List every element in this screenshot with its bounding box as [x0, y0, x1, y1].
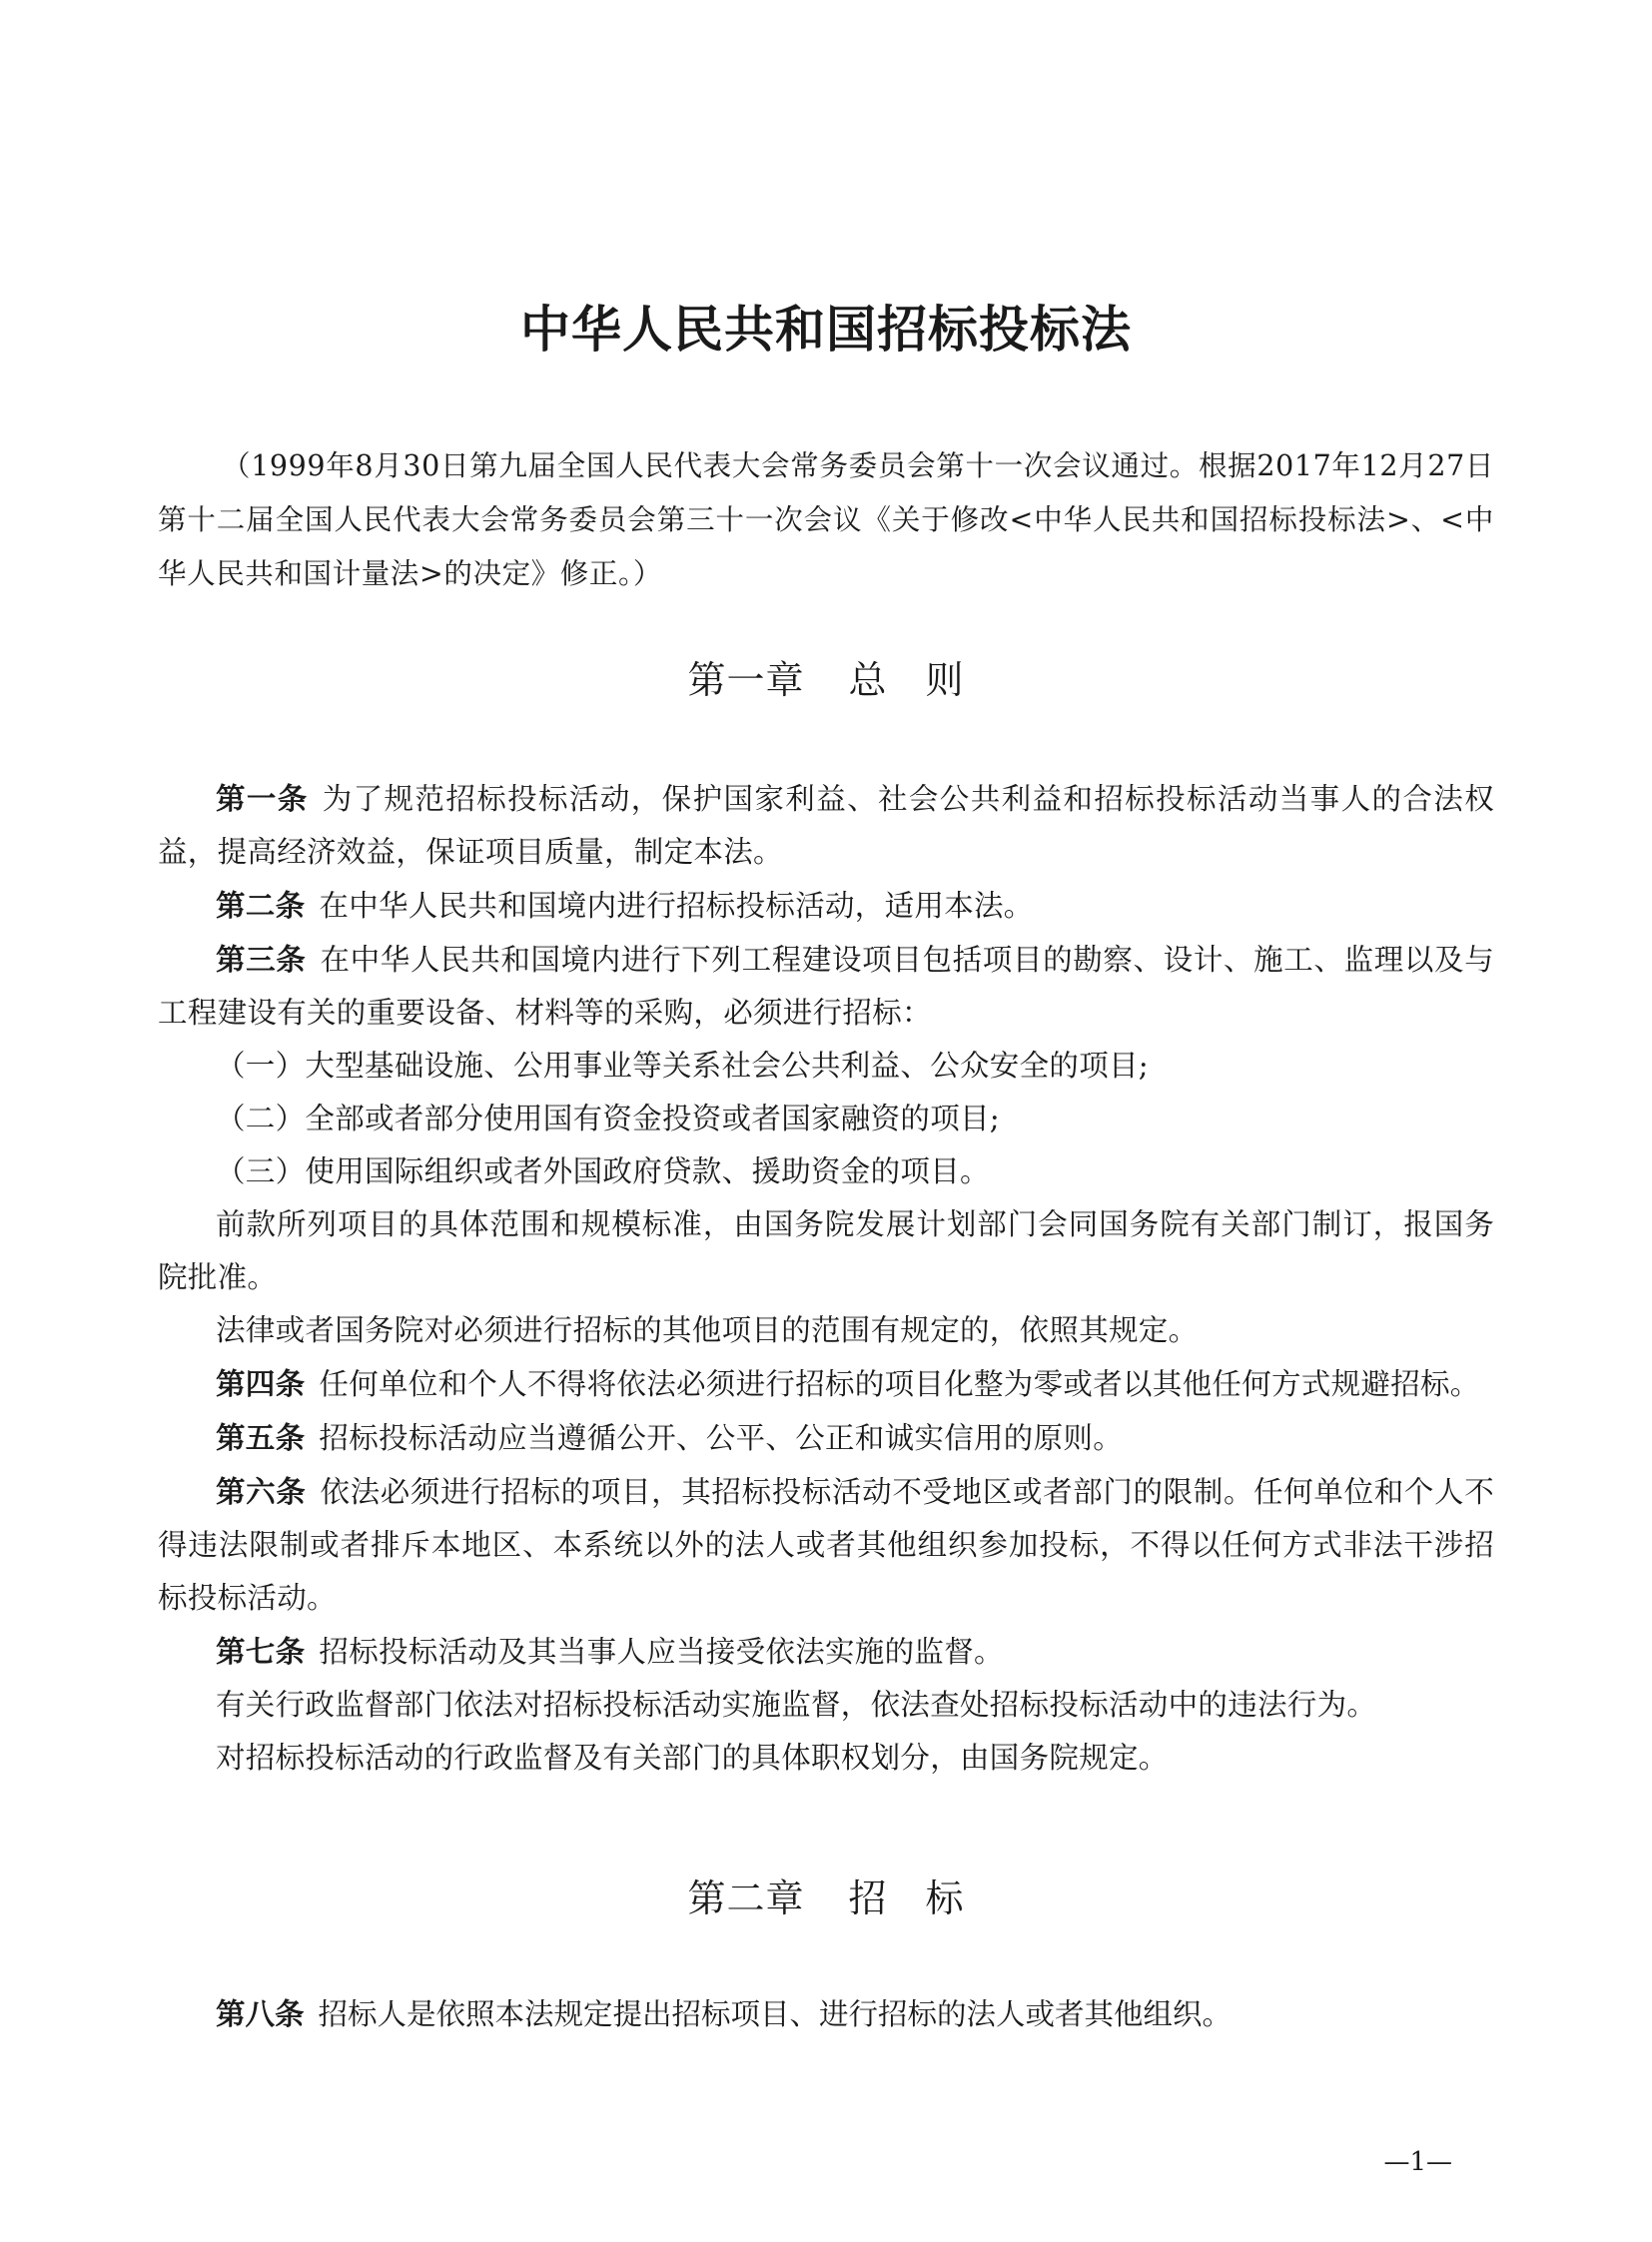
article-label: 第四条	[216, 1366, 306, 1401]
chapter-1-articles	[158, 772, 1494, 1785]
preamble: （1999年8月30日第九届全国人民代表大会常务委员会第十一次会议通过。根据2017年12月27日第十二届全国人民代表大会常务委员会第三十一次会议《关于修改<中华人民共和国招标投标法>、<中华人民共和国计量法>的决定》修正。）	[158, 449, 1494, 590]
article-3-item-1: （一）大型基础设施、公用事业等关系社会公共利益、公众安全的项目;	[216, 1049, 1150, 1083]
article-label: 第八条	[216, 1996, 305, 2031]
article-6	[158, 1465, 1494, 1625]
chapter-2-heading	[0, 1868, 1652, 1922]
article-7	[158, 1625, 1494, 1679]
article-4	[158, 1357, 1494, 1411]
chapter-title-part: 招	[848, 1876, 888, 1920]
article-text: 依法必须进行招标的项目，其招标投标活动不受地区或者部门的限制。任何单位和个人不得违法限制或者排斥本地区、本系统以外的法人或者其他组织参加投标，不得以任何方式非法干涉招标投标活动。	[158, 1475, 1494, 1615]
chapter-title-part: 则	[925, 658, 965, 702]
article-text: 招标投标活动应当遵循公开、公平、公正和诚实信用的原则。	[319, 1421, 1124, 1455]
article-8	[158, 1987, 1494, 2041]
article-text: 招标人是依照本法规定提出招标项目、进行招标的法人或者其他组织。	[318, 1997, 1233, 2031]
article-text: 在中华人民共和国境内进行招标投标活动，适用本法。	[319, 889, 1034, 923]
article-text: 在中华人民共和国境内进行下列工程建设项目包括项目的勘察、设计、施工、监理以及与工程建设有关的重要设备、材料等的采购，必须进行招标：	[158, 943, 1494, 1030]
article-text: 为了规范招标投标活动，保护国家利益、社会公共利益和招标投标活动当事人的合法权益，提高经济效益，保证项目质量，制定本法。	[158, 782, 1494, 869]
article-3-paragraph-3: 法律或者国务院对必须进行招标的其他项目的范围有规定的，依照其规定。	[216, 1313, 1199, 1347]
chapter-2-articles	[158, 1987, 1494, 2041]
article-3-paragraph-2: 前款所列项目的具体范围和规模标准，由国务院发展计划部门会同国务院有关部门制订，报国务院批准。	[158, 1207, 1494, 1294]
chapter-number: 第一章	[687, 658, 805, 702]
page-number: —1—	[1383, 2147, 1452, 2177]
article-3-item-2: （二）全部或者部分使用国有资金投资或者国家融资的项目;	[216, 1102, 1001, 1135]
article-label: 第五条	[216, 1420, 306, 1455]
chapter-number: 第二章	[687, 1876, 805, 1920]
article-text: 招标投标活动及其当事人应当接受依法实施的监督。	[319, 1635, 1004, 1669]
article-label: 第三条	[216, 942, 307, 977]
article-1	[158, 772, 1494, 879]
chapter-1-heading	[0, 649, 1652, 704]
document-title: 中华人民共和国招标投标法	[520, 300, 1132, 359]
article-7-paragraph-2: 有关行政监督部门依法对招标投标活动实施监督，依法查处招标投标活动中的违法行为。	[216, 1688, 1377, 1722]
article-7-paragraph-3: 对招标投标活动的行政监督及有关部门的具体职权划分，由国务院规定。	[216, 1741, 1169, 1775]
chapter-title-part: 总	[848, 658, 888, 702]
chapter-title-part: 标	[925, 1876, 965, 1920]
article-label: 第二条	[216, 888, 306, 923]
article-label: 第一条	[216, 781, 309, 816]
article-label: 第七条	[216, 1634, 306, 1669]
article-label: 第六条	[216, 1474, 307, 1509]
article-5	[158, 1411, 1494, 1465]
article-text: 任何单位和个人不得将依法必须进行招标的项目化整为零或者以其他任何方式规避招标。	[319, 1367, 1480, 1401]
article-3	[158, 933, 1494, 1040]
article-2	[158, 879, 1494, 933]
article-3-item-3: （三）使用国际组织或者外国政府贷款、援助资金的项目。	[216, 1154, 990, 1188]
